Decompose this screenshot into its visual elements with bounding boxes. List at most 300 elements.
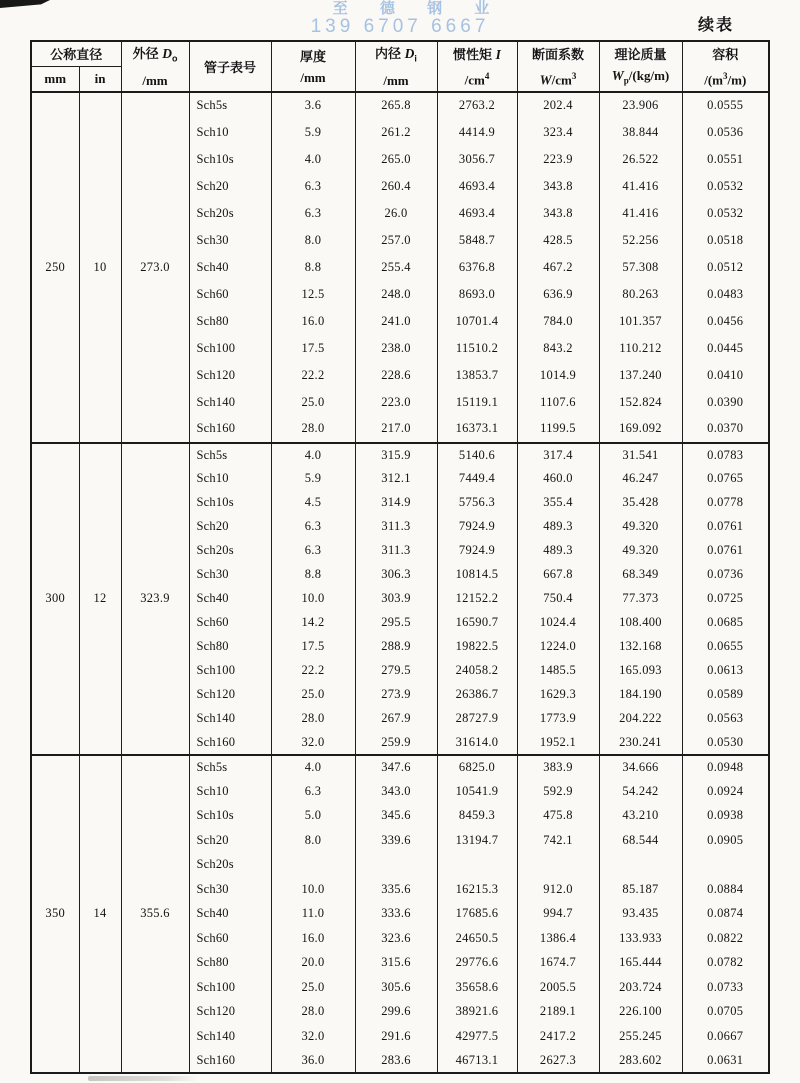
cell-schedule: Sch100 [189,975,271,1000]
cell-thickness: 16.0 [271,926,355,951]
cell-inertia: 5140.6 [437,443,517,467]
cell-volume: 0.0685 [682,611,769,635]
header-inner-diameter: 内径 $D_i$ /mm [355,41,437,92]
cell-volume: 0.0613 [682,659,769,683]
cell-volume: 0.0445 [682,335,769,362]
header-nominal-diameter-label: 公称直径 [50,47,103,63]
cell-schedule: Sch5s [189,443,271,467]
cell-inertia: 6825.0 [437,755,517,780]
cell-section-modulus: 1674.7 [517,951,599,976]
cell-inertia [437,853,517,878]
cell-thickness: 36.0 [271,1049,355,1074]
group-dn350 [31,755,769,1074]
cell-section-modulus: 1629.3 [517,683,599,707]
cell-mass: 54.242 [599,779,682,804]
cell-inner-diameter: 241.0 [355,308,437,335]
cell-mass: 132.168 [599,635,682,659]
cell-outer-diameter: 323.9 [121,443,189,755]
cell-mass: 80.263 [599,281,682,308]
cell-schedule: Sch40 [189,254,271,281]
cell-section-modulus: 1386.4 [517,926,599,951]
cell-volume: 0.0874 [682,902,769,927]
cell-inertia: 7924.9 [437,539,517,563]
cell-section-modulus: 636.9 [517,281,599,308]
cell-volume: 0.0532 [682,173,769,200]
cell-thickness: 12.5 [271,281,355,308]
cell-mass: 43.210 [599,804,682,829]
cell-volume: 0.0761 [682,539,769,563]
cell-volume: 0.0532 [682,200,769,227]
cell-inertia: 7449.4 [437,467,517,491]
cell-volume: 0.0456 [682,308,769,335]
table-row [31,92,769,119]
header-unit-mm: mm [31,66,79,91]
cell-inertia: 3056.7 [437,146,517,173]
scan-artifact-smudge [88,1076,198,1081]
symbol-Wp: W [611,67,624,83]
cell-volume: 0.0530 [682,731,769,755]
cell-thickness: 14.2 [271,611,355,635]
cell-thickness: 25.0 [271,389,355,416]
cell-mass: 26.522 [599,146,682,173]
cell-thickness: 28.0 [271,1000,355,1025]
cell-schedule: Sch10 [189,467,271,491]
cell-mass: 46.247 [599,467,682,491]
group-dn300 [31,443,769,755]
cell-section-modulus: 2627.3 [517,1049,599,1074]
continued-table-label: 续表 [698,17,735,34]
cell-volume: 0.0536 [682,119,769,146]
cell-inertia: 19822.5 [437,635,517,659]
cell-mass: 38.844 [599,119,682,146]
cell-schedule: Sch120 [189,683,271,707]
cell-thickness: 4.0 [271,146,355,173]
table-header [31,41,769,92]
cell-schedule: Sch40 [189,902,271,927]
cell-section-modulus: 1107.6 [517,389,599,416]
cell-volume: 0.0589 [682,683,769,707]
cell-thickness: 17.5 [271,335,355,362]
cell-schedule: Sch20s [189,853,271,878]
cell-inertia: 4693.4 [437,200,517,227]
cell-mass: 152.824 [599,389,682,416]
cell-inertia: 5756.3 [437,491,517,515]
cell-inner-diameter: 265.8 [355,92,437,119]
cell-inner-diameter: 260.4 [355,173,437,200]
cell-inner-diameter: 259.9 [355,731,437,755]
cell-dn-mm: 250 [31,92,79,443]
cell-dn-mm: 300 [31,443,79,755]
cell-inertia: 13194.7 [437,828,517,853]
cell-inertia: 6376.8 [437,254,517,281]
cell-volume: 0.0551 [682,146,769,173]
cell-thickness: 11.0 [271,902,355,927]
symbol-I: I [495,46,501,62]
cell-section-modulus: 750.4 [517,587,599,611]
symbol-D-inner: D [404,46,415,61]
cell-inertia: 24650.5 [437,926,517,951]
cell-mass: 41.416 [599,200,682,227]
cell-section-modulus: 1024.4 [517,611,599,635]
cell-mass: 203.724 [599,975,682,1000]
cell-inertia: 16215.3 [437,877,517,902]
cell-mass: 57.308 [599,254,682,281]
cell-inertia: 46713.1 [437,1049,517,1074]
cell-volume [682,853,769,878]
cell-thickness: 5.9 [271,467,355,491]
cell-thickness: 6.3 [271,515,355,539]
cell-mass: 184.190 [599,683,682,707]
cell-inertia: 4414.9 [437,119,517,146]
cell-inner-diameter: 288.9 [355,635,437,659]
cell-inner-diameter: 305.6 [355,975,437,1000]
cell-section-modulus: 1224.0 [517,635,599,659]
cell-dn-in: 12 [79,443,121,755]
cell-inertia: 12152.2 [437,587,517,611]
watermark-company: 至 德 钢 业 [332,0,504,17]
cell-inner-diameter: 261.2 [355,119,437,146]
cell-section-modulus [517,853,599,878]
cell-section-modulus: 202.4 [517,92,599,119]
cell-inertia: 29776.6 [437,951,517,976]
cell-volume: 0.0761 [682,515,769,539]
cell-outer-diameter: 355.6 [121,755,189,1074]
cell-inner-diameter: 248.0 [355,281,437,308]
cell-inner-diameter: 267.9 [355,707,437,731]
cell-section-modulus: 467.2 [517,254,599,281]
cell-volume: 0.0905 [682,828,769,853]
cell-inner-diameter: 347.6 [355,755,437,780]
cell-thickness: 32.0 [271,731,355,755]
cell-section-modulus: 994.7 [517,902,599,927]
cell-section-modulus: 1014.9 [517,362,599,389]
cell-inertia: 10814.5 [437,563,517,587]
cell-volume: 0.0948 [682,755,769,780]
cell-volume: 0.0483 [682,281,769,308]
cell-volume: 0.0518 [682,227,769,254]
cell-section-modulus: 475.8 [517,804,599,829]
cell-volume: 0.0563 [682,707,769,731]
cell-thickness: 16.0 [271,308,355,335]
cell-thickness: 8.0 [271,227,355,254]
cell-schedule: Sch160 [189,1049,271,1074]
cell-volume: 0.0667 [682,1024,769,1049]
cell-dn-in: 10 [79,92,121,443]
cell-mass: 85.187 [599,877,682,902]
cell-section-modulus: 317.4 [517,443,599,467]
cell-thickness: 25.0 [271,683,355,707]
cell-inner-diameter: 311.3 [355,515,437,539]
cell-inertia: 4693.4 [437,173,517,200]
cell-inertia: 31614.0 [437,731,517,755]
cell-inertia: 7924.9 [437,515,517,539]
cell-mass: 34.666 [599,755,682,780]
cell-mass: 165.444 [599,951,682,976]
cell-inner-diameter [355,853,437,878]
cell-thickness: 17.5 [271,635,355,659]
cell-volume: 0.0733 [682,975,769,1000]
cell-inner-diameter: 311.3 [355,539,437,563]
cell-inner-diameter: 228.6 [355,362,437,389]
cell-thickness: 6.3 [271,173,355,200]
cell-schedule: Sch140 [189,707,271,731]
cell-thickness: 20.0 [271,951,355,976]
cell-thickness: 32.0 [271,1024,355,1049]
cell-mass: 255.245 [599,1024,682,1049]
cell-inner-diameter: 323.6 [355,926,437,951]
header-thickness: 厚度 /mm [271,41,355,92]
cell-schedule: Sch20s [189,200,271,227]
cell-thickness: 10.0 [271,587,355,611]
header-nominal-diameter [31,41,121,66]
header-inertia: 惯性矩 I $/cm^4$ [437,41,517,92]
cell-thickness: 5.9 [271,119,355,146]
cell-schedule: Sch80 [189,308,271,335]
cell-inertia: 10541.9 [437,779,517,804]
cell-section-modulus: 489.3 [517,539,599,563]
cell-volume: 0.0884 [682,877,769,902]
cell-mass: 49.320 [599,539,682,563]
cell-section-modulus: 1952.1 [517,731,599,755]
cell-schedule: Sch30 [189,877,271,902]
cell-mass: 133.933 [599,926,682,951]
cell-volume: 0.0938 [682,804,769,829]
cell-section-modulus: 223.9 [517,146,599,173]
cell-thickness: 8.8 [271,563,355,587]
cell-inner-diameter: 291.6 [355,1024,437,1049]
cell-inner-diameter: 299.6 [355,1000,437,1025]
cell-inner-diameter: 333.6 [355,902,437,927]
cell-volume: 0.0736 [682,563,769,587]
cell-thickness: 6.3 [271,779,355,804]
cell-inner-diameter: 273.9 [355,683,437,707]
cell-section-modulus: 742.1 [517,828,599,853]
cell-section-modulus: 1773.9 [517,707,599,731]
cell-mass: 93.435 [599,902,682,927]
cell-volume: 0.0778 [682,491,769,515]
cell-inertia: 24058.2 [437,659,517,683]
cell-inner-diameter: 295.5 [355,611,437,635]
cell-section-modulus: 912.0 [517,877,599,902]
cell-schedule: Sch10s [189,804,271,829]
cell-schedule: Sch100 [189,659,271,683]
pipe-spec-table-wrap [30,40,770,1074]
cell-thickness: 4.0 [271,443,355,467]
cell-thickness: 4.5 [271,491,355,515]
cell-inner-diameter: 343.0 [355,779,437,804]
cell-section-modulus: 843.2 [517,335,599,362]
cell-inertia: 16373.1 [437,416,517,443]
cell-schedule: Sch40 [189,587,271,611]
cell-thickness [271,853,355,878]
cell-inertia: 2763.2 [437,92,517,119]
cell-inertia: 26386.7 [437,683,517,707]
cell-inertia: 11510.2 [437,335,517,362]
cell-inner-diameter: 339.6 [355,828,437,853]
cell-section-modulus: 343.8 [517,173,599,200]
cell-schedule: Sch140 [189,389,271,416]
cell-thickness: 28.0 [271,707,355,731]
cell-mass: 165.093 [599,659,682,683]
cell-dn-mm: 350 [31,755,79,1074]
table-row [31,443,769,467]
cell-thickness: 5.0 [271,804,355,829]
cell-schedule: Sch20 [189,828,271,853]
cell-volume: 0.0822 [682,926,769,951]
cell-schedule: Sch20 [189,515,271,539]
cell-schedule: Sch80 [189,635,271,659]
cell-inertia: 8459.3 [437,804,517,829]
cell-inner-diameter: 315.6 [355,951,437,976]
cell-mass: 23.906 [599,92,682,119]
cell-inner-diameter: 283.6 [355,1049,437,1074]
cell-schedule: Sch10 [189,119,271,146]
cell-schedule: Sch60 [189,926,271,951]
cell-inertia: 5848.7 [437,227,517,254]
cell-schedule: Sch160 [189,731,271,755]
cell-schedule: Sch10s [189,146,271,173]
table-row [31,755,769,780]
cell-schedule: Sch20 [189,173,271,200]
cell-mass: 169.092 [599,416,682,443]
cell-outer-diameter: 273.0 [121,92,189,443]
cell-schedule: Sch60 [189,611,271,635]
cell-inner-diameter: 345.6 [355,804,437,829]
cell-inner-diameter: 257.0 [355,227,437,254]
cell-section-modulus: 2417.2 [517,1024,599,1049]
cell-thickness: 22.2 [271,362,355,389]
cell-inner-diameter: 279.5 [355,659,437,683]
cell-schedule: Sch100 [189,335,271,362]
cell-schedule: Sch120 [189,1000,271,1025]
cell-section-modulus: 428.5 [517,227,599,254]
cell-inertia: 38921.6 [437,1000,517,1025]
cell-section-modulus: 2005.5 [517,975,599,1000]
cell-volume: 0.0783 [682,443,769,467]
cell-inner-diameter: 315.9 [355,443,437,467]
cell-thickness: 4.0 [271,755,355,780]
cell-inner-diameter: 223.0 [355,389,437,416]
cell-inner-diameter: 255.4 [355,254,437,281]
cell-volume: 0.0512 [682,254,769,281]
watermark [0,1,800,37]
cell-inner-diameter: 217.0 [355,416,437,443]
cell-volume: 0.0655 [682,635,769,659]
cell-mass: 52.256 [599,227,682,254]
cell-schedule: Sch5s [189,755,271,780]
cell-inertia: 15119.1 [437,389,517,416]
watermark-phone: 139 6707 6667 [310,15,490,37]
cell-mass: 283.602 [599,1049,682,1074]
cell-schedule: Sch10s [189,491,271,515]
cell-schedule: Sch80 [189,951,271,976]
cell-volume: 0.0410 [682,362,769,389]
cell-mass: 137.240 [599,362,682,389]
cell-mass: 68.544 [599,828,682,853]
cell-schedule: Sch120 [189,362,271,389]
cell-volume: 0.0782 [682,951,769,976]
scan-artifact-corner [0,0,50,8]
cell-section-modulus: 343.8 [517,200,599,227]
cell-volume: 0.0725 [682,587,769,611]
cell-inertia: 35658.6 [437,975,517,1000]
cell-volume: 0.0390 [682,389,769,416]
cell-thickness: 6.3 [271,200,355,227]
cell-mass: 204.222 [599,707,682,731]
cell-inertia: 16590.7 [437,611,517,635]
cell-inertia: 42977.5 [437,1024,517,1049]
cell-inner-diameter: 265.0 [355,146,437,173]
cell-schedule: Sch30 [189,227,271,254]
cell-thickness: 10.0 [271,877,355,902]
cell-inner-diameter: 335.6 [355,877,437,902]
cell-inner-diameter: 306.3 [355,563,437,587]
cell-inertia: 28727.9 [437,707,517,731]
header-schedule: 管子表号 [189,41,271,92]
cell-inertia: 17685.6 [437,902,517,927]
header-volume: 容积 $/(m^3/m)$ [682,41,769,92]
header-unit-in: in [79,66,121,91]
cell-mass: 77.373 [599,587,682,611]
cell-section-modulus: 383.9 [517,755,599,780]
cell-inner-diameter: 312.1 [355,467,437,491]
cell-section-modulus: 489.3 [517,515,599,539]
cell-mass: 31.541 [599,443,682,467]
cell-inertia: 13853.7 [437,362,517,389]
cell-section-modulus: 460.0 [517,467,599,491]
cell-section-modulus: 1485.5 [517,659,599,683]
header-mass: 理论质量 $W_p/(kg/m)$ [599,41,682,92]
cell-thickness: 25.0 [271,975,355,1000]
cell-schedule: Sch60 [189,281,271,308]
cell-schedule: Sch20s [189,539,271,563]
cell-thickness: 22.2 [271,659,355,683]
cell-thickness: 8.0 [271,828,355,853]
cell-inertia: 10701.4 [437,308,517,335]
cell-thickness: 8.8 [271,254,355,281]
cell-volume: 0.0765 [682,467,769,491]
cell-inertia: 8693.0 [437,281,517,308]
cell-schedule: Sch140 [189,1024,271,1049]
cell-volume: 0.0631 [682,1049,769,1074]
cell-mass: 230.241 [599,731,682,755]
cell-dn-in: 14 [79,755,121,1074]
cell-section-modulus: 355.4 [517,491,599,515]
cell-thickness: 3.6 [271,92,355,119]
cell-mass [599,853,682,878]
cell-mass: 108.400 [599,611,682,635]
cell-mass: 49.320 [599,515,682,539]
cell-section-modulus: 323.4 [517,119,599,146]
cell-inner-diameter: 26.0 [355,200,437,227]
cell-inner-diameter: 238.0 [355,335,437,362]
header-outer-diameter: 外径 $D_o$ /mm [121,41,189,92]
cell-schedule: Sch5s [189,92,271,119]
cell-mass: 226.100 [599,1000,682,1025]
cell-section-modulus: 784.0 [517,308,599,335]
cell-volume: 0.0705 [682,1000,769,1025]
cell-section-modulus: 1199.5 [517,416,599,443]
cell-section-modulus: 667.8 [517,563,599,587]
cell-inner-diameter: 314.9 [355,491,437,515]
cell-volume: 0.0924 [682,779,769,804]
cell-section-modulus: 2189.1 [517,1000,599,1025]
header-section-modulus: 断面系数 $W/cm^3$ [517,41,599,92]
cell-mass: 101.357 [599,308,682,335]
cell-inner-diameter: 303.9 [355,587,437,611]
cell-schedule: Sch160 [189,416,271,443]
pipe-spec-table [30,40,770,1074]
